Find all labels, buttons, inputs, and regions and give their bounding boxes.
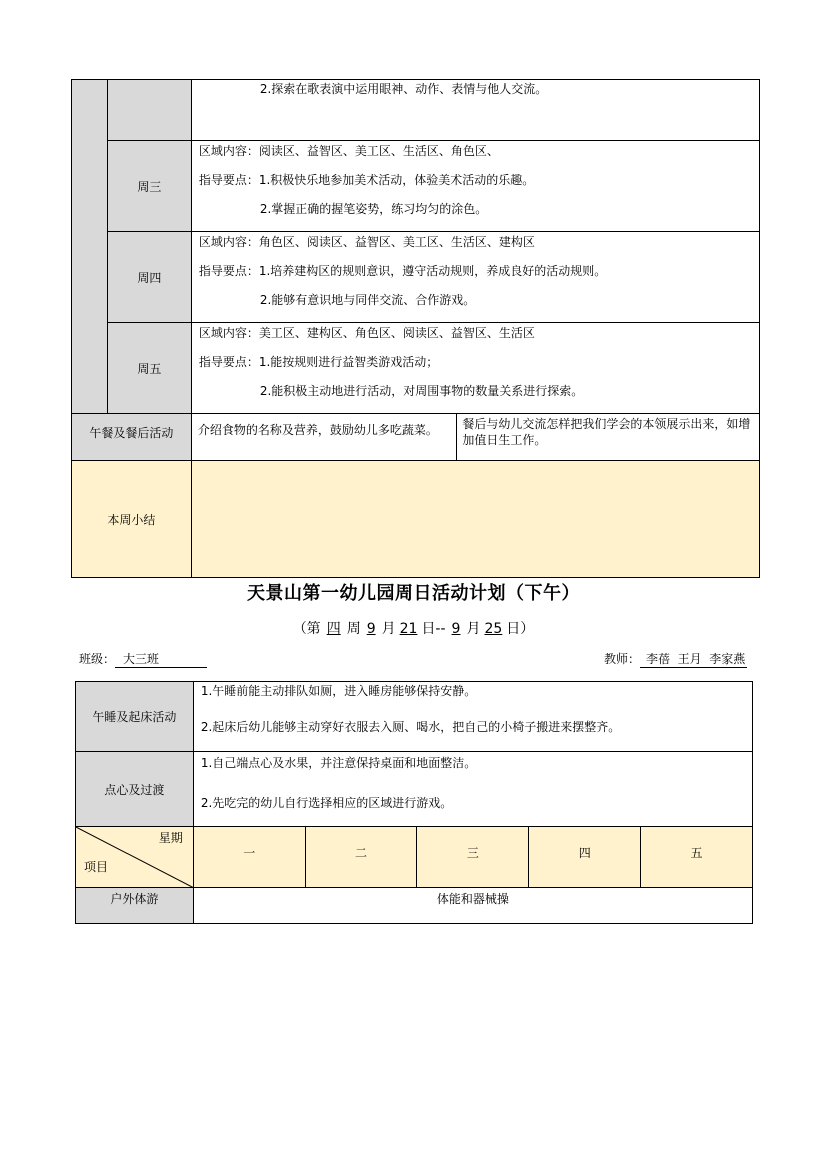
- area-text: 区域内容：阅读区、益智区、美工区、生活区、角色区、: [198, 144, 499, 158]
- snack-line-1: 1.自己端点心及水果，并注意保持桌面和地面整洁。: [200, 756, 477, 770]
- day-label-thu: 周四: [107, 232, 191, 323]
- area-text: 区域内容：美工区、建构区、角色区、阅读区、益智区、生活区: [198, 326, 535, 340]
- teacher-info: [604, 650, 747, 668]
- teacher-value: 李蓓 王月 李家燕: [640, 650, 747, 668]
- summary-content: [191, 461, 759, 578]
- week-number: 四: [326, 621, 341, 637]
- day-cell-prev: [107, 80, 191, 141]
- month-unit: 月: [381, 621, 396, 637]
- afternoon-plan-table: [75, 681, 753, 924]
- snack-content: [193, 752, 752, 827]
- nap-label: 午睡及起床活动: [76, 682, 194, 752]
- activity-cell-fri: [191, 323, 759, 414]
- week-unit: 周: [346, 621, 361, 637]
- corner-item-label: 项目: [84, 860, 109, 874]
- weekly-area-table: [71, 79, 760, 578]
- weekday-mon: 一: [193, 827, 305, 888]
- area-text: 区域内容：角色区、阅读区、益智区、美工区、生活区、建构区: [198, 235, 535, 249]
- guide-text-2: 2.能积极主动地进行活动，对周围事物的数量关系进行探索。: [259, 384, 584, 398]
- guide-text-2: 2.能够有意识地与同伴交流、合作游戏。: [259, 293, 476, 307]
- start-day: 21: [399, 621, 418, 637]
- date-prefix: （第: [292, 621, 321, 637]
- activity-cell-thu: [191, 232, 759, 323]
- guide-text: 指导要点：1.培养建构区的规则意识，遵守活动规则，养成良好的活动规则。: [198, 264, 607, 278]
- corner-weekday-label: 星期: [158, 831, 183, 845]
- activity-cell-prev: [191, 80, 759, 141]
- activity-cell-wed: [191, 141, 759, 232]
- snack-line-2: 2.先吃完的幼儿自行选择相应的区域进行游戏。: [200, 796, 453, 810]
- weekday-thu: 四: [529, 827, 641, 888]
- corner-header-cell: [76, 827, 194, 888]
- class-label: 班级：: [79, 652, 116, 666]
- teacher-label: 教师：: [604, 652, 641, 666]
- page-title: 天景山第一幼儿园周日活动计划（下午）: [247, 583, 580, 604]
- lunch-right-cell: [457, 414, 760, 461]
- guide-text: 指导要点：1.能按规则进行益智类游戏活动；: [198, 355, 439, 369]
- lunch-right-text: 餐后与幼儿交流怎样把我们学会的本领展示出来，如增加值日生工作。: [462, 417, 751, 447]
- class-info: [79, 650, 207, 668]
- date-suffix: 日）: [506, 621, 535, 637]
- outdoor-label: 户外体游: [76, 888, 194, 924]
- summary-label: 本周小结: [72, 461, 192, 578]
- day-label-wed: 周三: [107, 141, 191, 232]
- guide-text: 指导要点：1.积极快乐地参加美术活动，体验美术活动的乐趣。: [198, 173, 535, 187]
- nap-line-1: 1.午睡前能主动排队如厕，进入睡房能够保持安静。: [200, 684, 477, 698]
- snack-label: 点心及过渡: [76, 752, 194, 827]
- month-unit: 月: [466, 621, 481, 637]
- day-separator: 日--: [421, 621, 446, 637]
- guide-text: 2.探索在歌表演中运用眼神、动作、表情与他人交流。: [259, 82, 548, 96]
- section-side-cell: [72, 80, 108, 414]
- date-range: [0, 618, 827, 638]
- lunch-left-cell: [191, 414, 457, 461]
- class-value: 大三班: [115, 650, 207, 668]
- end-month: 9: [451, 621, 461, 637]
- nap-content: [193, 682, 752, 752]
- nap-line-2: 2.起床后幼儿能够主动穿好衣服去入厕、喝水，把自己的小椅子搬进来摆整齐。: [200, 720, 621, 734]
- outdoor-content: 体能和器械操: [193, 888, 752, 924]
- day-label-fri: 周五: [107, 323, 191, 414]
- weekday-wed: 三: [417, 827, 529, 888]
- weekday-fri: 五: [641, 827, 753, 888]
- lunch-left-text: 介绍食物的名称及营养，鼓励幼儿多吃蔬菜。: [197, 423, 438, 437]
- end-day: 25: [484, 621, 503, 637]
- start-month: 9: [366, 621, 376, 637]
- weekday-tue: 二: [305, 827, 417, 888]
- lunch-label: 午餐及餐后活动: [72, 414, 192, 461]
- guide-text-2: 2.掌握正确的握笔姿势，练习均匀的涂色。: [259, 202, 488, 216]
